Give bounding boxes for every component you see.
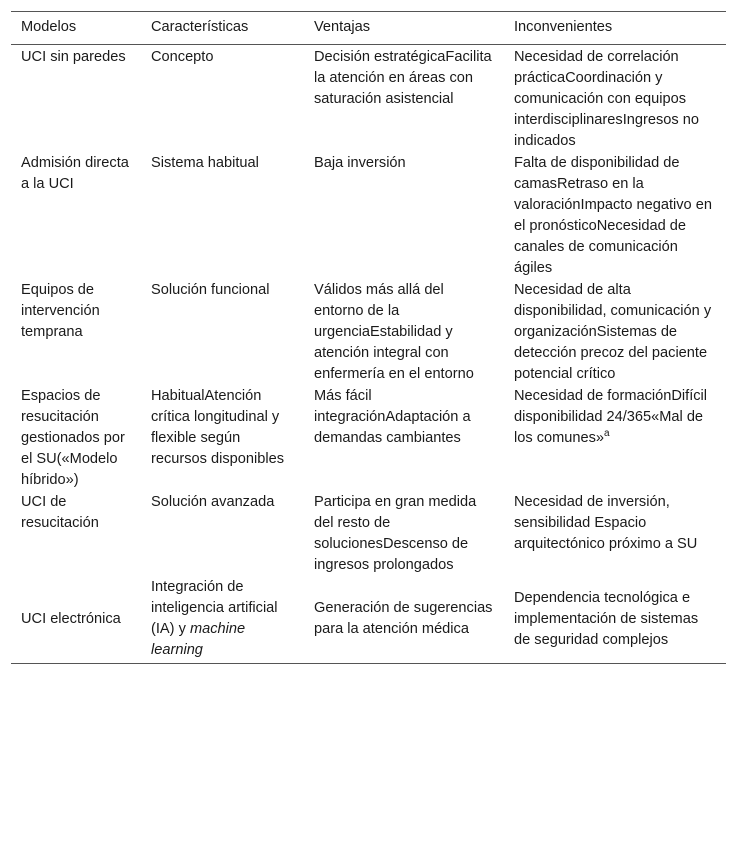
- table-row: [11, 279, 726, 385]
- footnote-marker: a: [604, 428, 610, 440]
- cell-modelo: UCI sin paredes: [21, 49, 126, 65]
- header-modelos: Modelos: [21, 19, 77, 35]
- cell-caracteristicas: [141, 576, 304, 664]
- header-caracteristicas: Características: [151, 19, 249, 35]
- header-row: [11, 12, 726, 45]
- cell-caracteristicas: HabitualAtención crítica longitudinal y flexible según recursos disponibles: [151, 388, 285, 467]
- cell-modelo: UCI electrónica: [21, 610, 121, 627]
- cell-caracteristicas: Solución funcional: [151, 282, 270, 298]
- table-body: [11, 45, 726, 664]
- cell-caracteristicas-text: Integración de inteligencia artificial (IA) y: [151, 579, 278, 637]
- cell-inconvenientes: [504, 385, 726, 491]
- cell-modelo: Equipos de intervención temprana: [21, 282, 100, 340]
- cell-inconvenientes: Falta de disponibilidad de camasRetraso en la valoraciónImpacto negativo en el pronósticoNecesidad de canales de comunicación ágiles: [514, 155, 712, 276]
- cell-ventajas: Baja inversión: [314, 155, 406, 171]
- cell-inconvenientes: Necesidad de correlación prácticaCoordinación y comunicación con equipos interdisciplinaresIngresos no indicados: [514, 49, 699, 149]
- cell-modelo: Espacios de resucitación gestionados por el SU(«Modelo híbrido»): [21, 388, 125, 488]
- cell-ventajas: Más fácil integraciónAdaptación a demandas cambiantes: [314, 388, 471, 446]
- comparison-table-container: [11, 11, 726, 664]
- cell-ventajas: Válidos más allá del entorno de la urgenciaEstabilidad y atención integral con enfermería en el entorno: [314, 282, 474, 382]
- cell-ventajas: Generación de sugerencias para la atención médica: [314, 600, 493, 637]
- table-row: [11, 385, 726, 491]
- cell-caracteristicas: Sistema habitual: [151, 155, 259, 171]
- cell-ventajas: Participa en gran medida del resto de solucionesDescenso de ingresos prolongados: [314, 494, 477, 573]
- header-ventajas: Ventajas: [314, 19, 370, 35]
- table-header: [11, 12, 726, 45]
- cell-modelo: UCI de resucitación: [21, 494, 99, 531]
- cell-ventajas: Decisión estratégicaFacilita la atención en áreas con saturación asistencial: [314, 49, 492, 107]
- header-inconvenientes: Inconvenientes: [514, 19, 613, 35]
- table-row: [11, 576, 726, 664]
- table-row: [11, 491, 726, 576]
- cell-caracteristicas: Concepto: [151, 49, 214, 65]
- cell-inconvenientes: Necesidad de alta disponibilidad, comunicación y organizaciónSistemas de detección precoz del paciente potencial crítico: [514, 282, 712, 382]
- cell-inconvenientes: Dependencia tecnológica e implementación de sistemas de seguridad complejos: [514, 589, 699, 648]
- table-row: [11, 45, 726, 153]
- cell-modelo: Admisión directa a la UCI: [21, 155, 129, 192]
- cell-inconvenientes-text: Necesidad de formaciónDifícil disponibilidad 24/365«Mal de los comunes»: [514, 388, 708, 446]
- cell-inconvenientes: Necesidad de inversión, sensibilidad Espacio arquitectónico próximo a SU: [514, 494, 698, 552]
- cell-caracteristicas-italic: machine learning: [151, 621, 246, 658]
- table-row: [11, 152, 726, 279]
- comparison-table: [11, 11, 726, 664]
- cell-caracteristicas: Solución avanzada: [151, 494, 275, 510]
